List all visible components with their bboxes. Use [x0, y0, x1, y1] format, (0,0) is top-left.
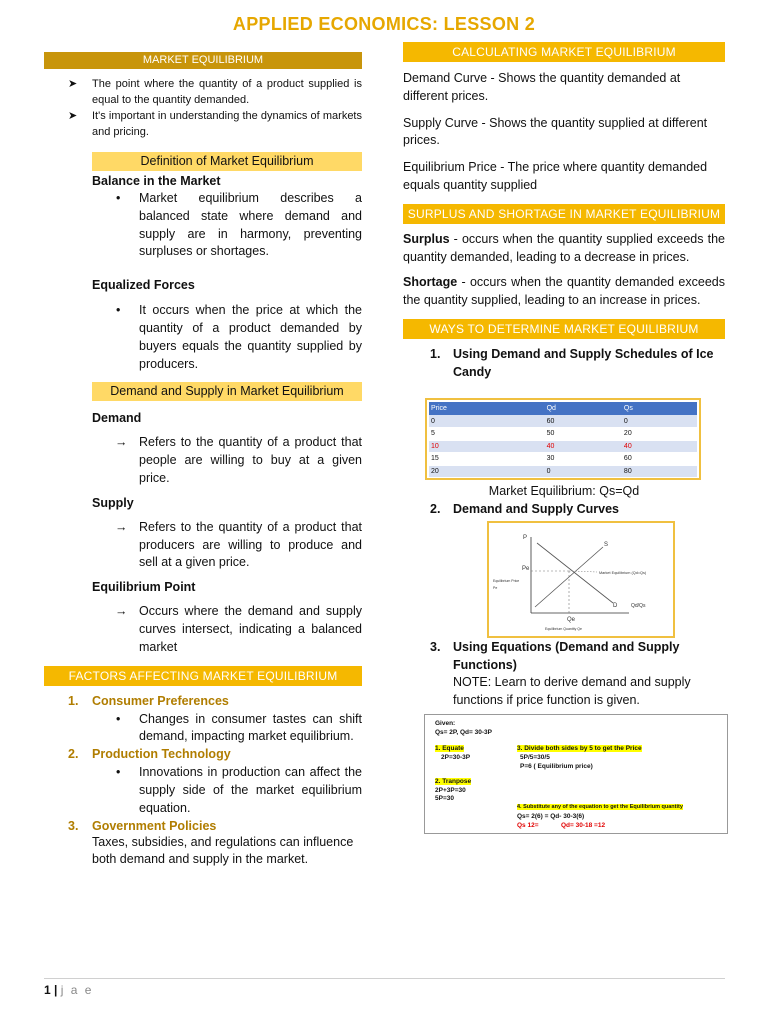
table-cell: 60 — [545, 415, 622, 428]
equilibrium-price-label: Equilibrium Price — [493, 579, 520, 583]
s-label: S — [604, 542, 609, 548]
table-cell: 80 — [622, 465, 697, 478]
bullet-dot-icon: • — [116, 765, 121, 780]
footer-separator: | — [54, 983, 58, 997]
demand-title: Demand — [92, 411, 142, 426]
table-header-row — [429, 402, 697, 415]
surplus-shortage-header: SURPLUS AND SHORTAGE IN MARKET EQUILIBRIUM — [403, 204, 725, 224]
bullet-dot-icon: • — [116, 191, 121, 205]
schedule-table-frame — [425, 398, 701, 480]
qe-label: Qe — [567, 617, 576, 623]
demand-supply-graph — [487, 521, 675, 638]
equilibrium-point-definition: → Occurs where the demand and supply curves intersect, indicating a balanced market — [115, 604, 362, 654]
d-label: D — [613, 603, 618, 609]
table-cell: 20 — [622, 428, 697, 441]
equalized-title: Equalized Forces — [92, 278, 195, 293]
column-header: Qs — [622, 402, 697, 415]
column-header: Qd — [545, 402, 622, 415]
pe-label: Pe — [522, 566, 530, 572]
graph-svg — [489, 523, 673, 636]
step-4-result-qd: Qd= 30-18 =12 — [561, 822, 606, 829]
table-cell: 5 — [429, 428, 545, 441]
table-cell: 30 — [545, 453, 622, 466]
step-1-label: 1. Equate — [435, 745, 464, 752]
given-equations: Qs= 2P, Qd= 30-3P — [435, 729, 492, 736]
table-cell: 0 — [429, 415, 545, 428]
step-2-equation-2: 5P=30 — [435, 795, 454, 802]
right-arrow-icon: → — [115, 604, 128, 619]
shortage-text: Shortage - occurs when the quantity demanded exceeds the quantity supplied, leading to an increase in prices. — [403, 275, 725, 308]
factor-3-title: 3. Government Policies — [68, 818, 217, 833]
footer — [44, 983, 93, 997]
balance-bullet: • Market equilibrium describes a balanced state where demand and supply are in harmony, preventing surpluses or shortages. — [116, 191, 362, 259]
table-row-equilibrium — [429, 440, 697, 453]
factor-3-text: Taxes, subsidies, and regulations can influence both demand and supply in the market. — [92, 834, 354, 867]
step-3-equation-2: P=6 ( Equilibrium price) — [520, 763, 593, 770]
p-axis-label: P — [523, 535, 528, 541]
factor-2-title: 2. Production Technology — [68, 747, 231, 762]
table-cell: 20 — [429, 465, 545, 478]
table-row — [429, 415, 697, 428]
equalized-bullet: • It occurs when the price at which the quantity of a product demanded by buyers equals the quantity supplied by producers. — [116, 303, 362, 371]
table-cell: 60 — [622, 453, 697, 466]
bullet-dot-icon: • — [116, 711, 121, 726]
table-cell: 50 — [545, 428, 622, 441]
footer-divider — [44, 978, 725, 979]
right-arrow-icon: → — [115, 519, 128, 534]
demand-definition: → Refers to the quantity of a product that people are willing to buy at a given price. — [115, 435, 362, 485]
bullet-dot-icon: • — [116, 303, 121, 318]
note-text: NOTE: Learn to derive demand and supply functions if price function is given. — [453, 675, 691, 707]
table-row — [429, 453, 697, 466]
step-3-equation-1: 5P/5=30/5 — [520, 754, 550, 761]
step-4-equation: Qs= 2(6) = Qd- 30-3(6) — [517, 813, 585, 820]
market-equilibrium-label: Market Equilibrium (Qd=Qs) — [599, 571, 647, 575]
table-cell: 0 — [545, 465, 622, 478]
step-4-result-qs: Qs 12= — [517, 822, 539, 829]
footer-author: j a e — [60, 983, 94, 997]
market-equilibrium-header: MARKET EQUILIBRIUM — [44, 52, 362, 69]
ways-header: WAYS TO DETERMINE MARKET EQUILIBRIUM — [403, 319, 725, 339]
page-number: 1 — [44, 983, 51, 997]
supply-title: Supply — [92, 495, 134, 510]
left-column — [44, 52, 362, 869]
table-cell: 40 — [545, 440, 622, 453]
table-cell: 40 — [622, 440, 697, 453]
arrow-bullet-icon: ➤ — [68, 78, 78, 90]
demand-supply-header: Demand and Supply in Market Equilibrium — [92, 382, 362, 401]
pe-small-label: Pe — [493, 586, 498, 590]
arrow-bullet-icon: ➤ — [68, 110, 78, 122]
way-2-title: 2. Demand and Supply Curves — [430, 502, 620, 516]
right-column — [403, 42, 725, 382]
supply-curve-text: Supply Curve - Shows the quantity supplied at different prices. — [403, 115, 708, 148]
list-item: ➤ The point where the quantity of a product supplied is equal to the quantity demanded. — [68, 78, 362, 106]
supply-definition: → Refers to the quantity of a product that producers are willing to produce and sell at a given price. — [115, 519, 362, 570]
factors-header: FACTORS AFFECTING MARKET EQUILIBRIUM — [44, 666, 362, 686]
x-axis-label: Qd/Qs — [631, 603, 646, 609]
way-3-title: 3. Using Equations (Demand and Supply Functions) — [430, 640, 680, 672]
table-cell: 0 — [622, 415, 697, 428]
equilibrium-quantity-label: Equilibrium Quantity Qe — [545, 627, 582, 631]
equilibrium-price-text: Equilibrium Price - The price where quantity demanded equals quantity supplied — [403, 160, 708, 192]
table-row — [429, 428, 697, 441]
step-2-equation-1: 2P+3P=30 — [435, 787, 466, 794]
table-cell: 10 — [429, 440, 545, 453]
balance-title: Balance in the Market — [92, 174, 221, 188]
step-1-equation: 2P=30-3P — [441, 754, 471, 761]
schedule-table — [429, 402, 697, 478]
right-arrow-icon: → — [115, 435, 128, 450]
intro-list — [44, 77, 362, 140]
demand-curve-text: Demand Curve - Shows the quantity demanded at different prices. — [403, 71, 681, 103]
table-cell: 15 — [429, 453, 545, 466]
definition-header: Definition of Market Equilibrium — [92, 152, 362, 171]
factor-2-text: • Innovations in production can affect the supply side of the market equilibrium equation. — [116, 765, 362, 815]
factor-1-text: • Changes in consumer tastes can shift demand, impacting market equilibrium. — [116, 711, 362, 744]
step-3-label: 3. Divide both sides by 5 to get the Price — [517, 745, 642, 752]
calculating-header: CALCULATING MARKET EQUILIBRIUM — [403, 42, 725, 62]
table-caption: Market Equilibrium: Qs=Qd — [488, 484, 640, 498]
surplus-text: Surplus - occurs when the quantity supplied exceeds the quantity demanded, leading to a decrease in prices. — [403, 231, 725, 264]
table-row — [429, 465, 697, 478]
equilibrium-point-title: Equilibrium Point — [92, 580, 196, 595]
page-title: APPLIED ECONOMICS: LESSON 2 — [232, 14, 536, 34]
column-header: Price — [429, 402, 545, 415]
way-1-title: 1. Using Demand and Supply Schedules of Ice Candy — [430, 346, 714, 379]
shortage-label: Shortage — [403, 275, 458, 290]
surplus-label: Surplus — [403, 231, 450, 246]
factor-1-title: 1. Consumer Preferences — [68, 693, 229, 708]
list-item: ➤ It's important in understanding the dynamics of markets and pricing. — [68, 110, 362, 138]
step-2-label: 2. Tranpose — [435, 778, 472, 785]
given-label: Given: — [435, 720, 456, 727]
step-4-label: 4. Substitute any of the equation to get the Equilibrium quantity — [517, 804, 683, 810]
equations-box — [424, 714, 728, 834]
